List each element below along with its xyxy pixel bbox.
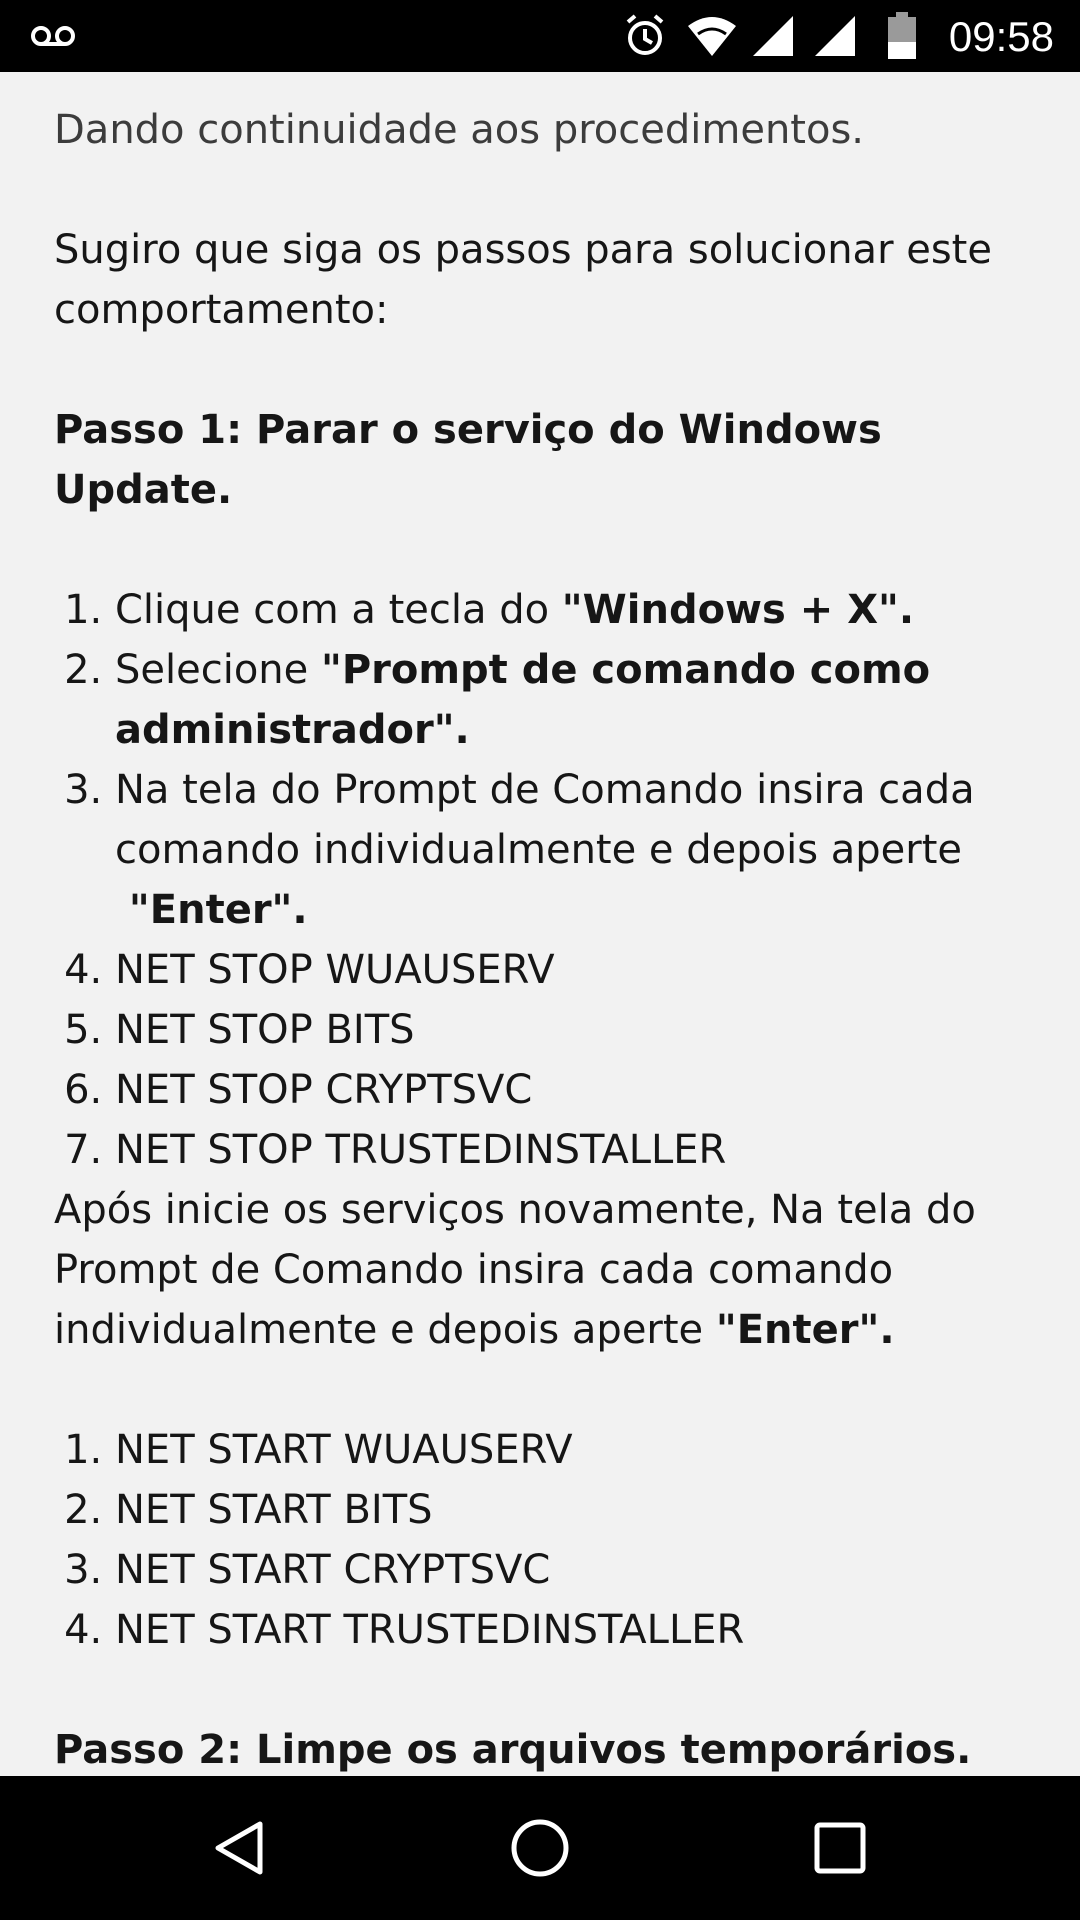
recents-icon[interactable] xyxy=(780,1776,900,1920)
list-item: 4. NET START TRUSTEDINSTALLER xyxy=(115,1600,1020,1660)
alarm-icon xyxy=(620,0,670,72)
battery-icon xyxy=(880,0,924,72)
lead-text: Sugiro que siga os passos para solucionar este comportamento: xyxy=(54,227,992,333)
list-item: 2. Selecione "Prompt de comando como administrador". xyxy=(115,640,1020,760)
home-icon[interactable] xyxy=(480,1776,600,1920)
wifi-icon xyxy=(684,0,740,72)
step2-heading: Passo 2: Limpe os arquivos temporários. xyxy=(54,1727,972,1773)
start-steps-list xyxy=(54,1420,1020,1660)
status-bar xyxy=(0,0,1080,72)
list-item: 2. NET START BITS xyxy=(115,1480,1020,1540)
navigation-bar xyxy=(0,1776,1080,1920)
signal-icon xyxy=(810,0,860,72)
content-scroll-area[interactable] xyxy=(0,72,1080,1776)
list-item: 4. NET STOP WUAUSERV xyxy=(115,940,1020,1000)
list-item: 6. NET STOP CRYPTSVC xyxy=(115,1060,1020,1120)
list-item: 7. NET STOP TRUSTEDINSTALLER xyxy=(115,1120,1020,1180)
restart-instructions: Após inicie os serviços novamente, Na tela do Prompt de Comando insira cada comando individualmente e depois aperte "Enter". xyxy=(54,1187,976,1353)
intro-text: Dando continuidade aos procedimentos. xyxy=(54,107,864,153)
back-icon[interactable] xyxy=(180,1776,300,1920)
list-item: 3. Na tela do Prompt de Comando insira cada comando individualmente e depois aperte "Enter". xyxy=(115,760,1020,940)
step1-heading: Passo 1: Parar o serviço do Windows Update. xyxy=(54,407,882,513)
list-item: 1. NET START WUAUSERV xyxy=(115,1420,1020,1480)
voicemail-icon xyxy=(28,0,78,72)
signal-icon xyxy=(748,0,798,72)
stop-steps-list xyxy=(54,580,1020,1180)
clock: 09:58 xyxy=(948,13,1054,60)
list-item: 3. NET START CRYPTSVC xyxy=(115,1540,1020,1600)
list-item: 5. NET STOP BITS xyxy=(115,1000,1020,1060)
list-item: 1. Clique com a tecla do "Windows + X". xyxy=(115,580,1020,640)
